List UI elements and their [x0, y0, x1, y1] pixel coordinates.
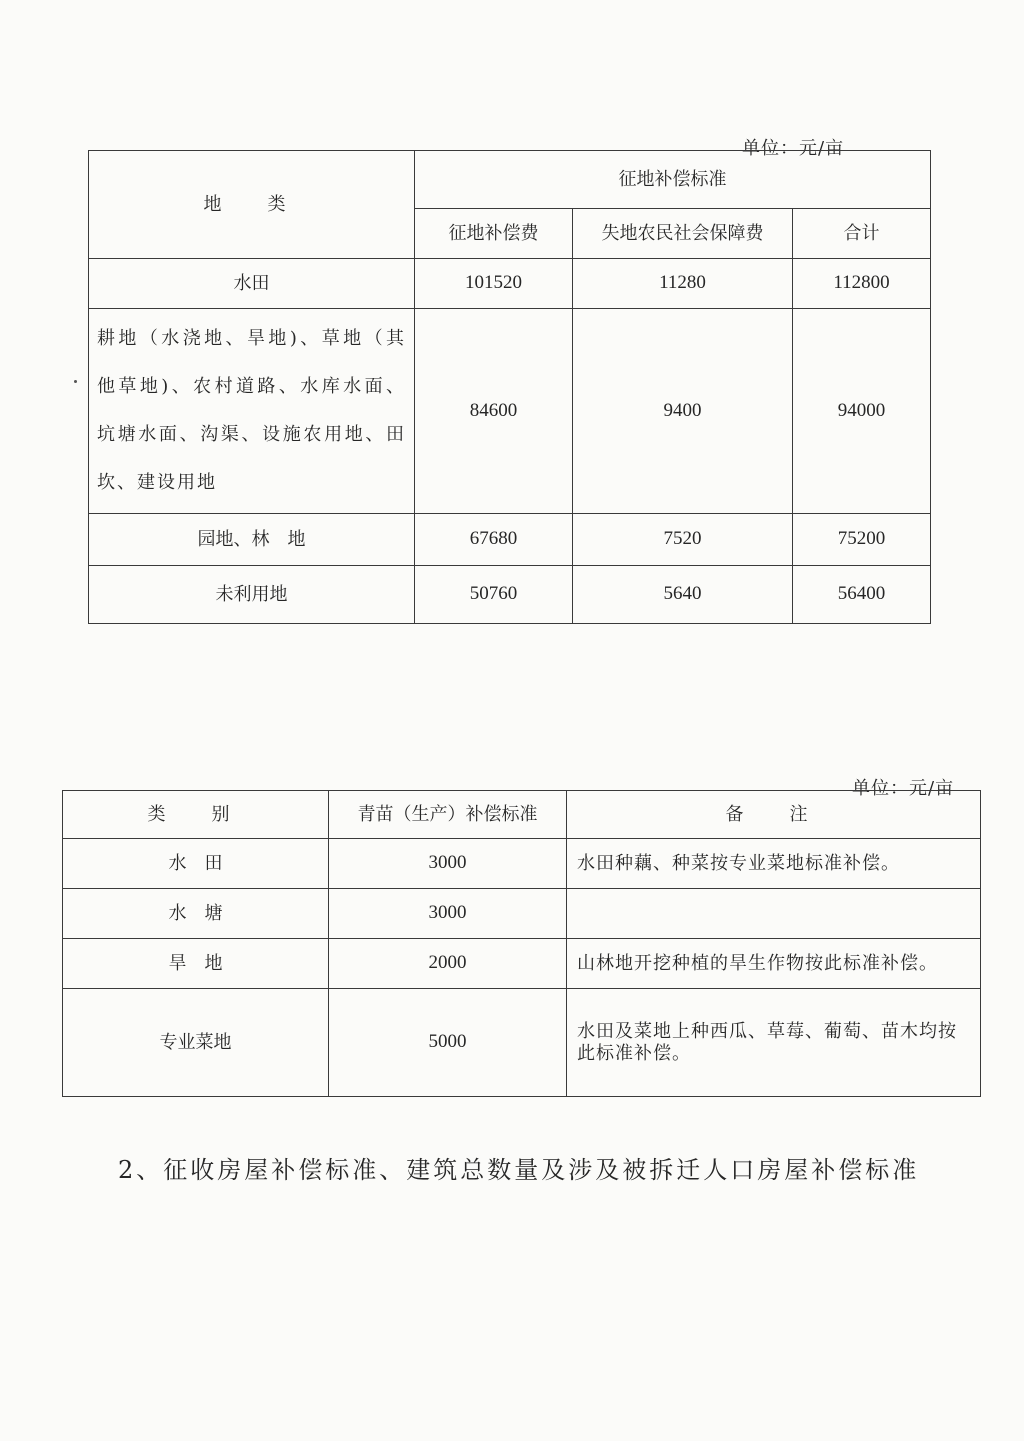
table-row [89, 566, 931, 624]
social-fee-cell: 5640 [573, 566, 793, 624]
land-fee-cell: 101520 [415, 259, 573, 309]
table-row [89, 259, 931, 309]
remark-cell: 水田种藕、种菜按专业菜地标准补偿。 [567, 839, 981, 889]
table-row [63, 839, 981, 889]
category-cell: 专业菜地 [63, 989, 329, 1097]
table-row [89, 514, 931, 566]
standard-cell: 3000 [329, 839, 567, 889]
land-fee-cell: 50760 [415, 566, 573, 624]
header-remark: 备 注 [567, 791, 981, 839]
header-total: 合计 [793, 209, 931, 259]
scan-speck [74, 380, 77, 383]
remark-cell: 水田及菜地上种西瓜、草莓、葡萄、苗木均按此标准补偿。 [567, 989, 981, 1097]
header-social-security: 失地农民社会保障费 [573, 209, 793, 259]
table-row [63, 939, 981, 989]
social-fee-cell: 7520 [573, 514, 793, 566]
land-fee-cell: 84600 [415, 309, 573, 514]
category-cell: 水 田 [63, 839, 329, 889]
land-type-cell: 园地、林 地 [89, 514, 415, 566]
social-fee-cell: 9400 [573, 309, 793, 514]
standard-cell: 3000 [329, 889, 567, 939]
land-type-cell: 未利用地 [89, 566, 415, 624]
social-fee-cell: 11280 [573, 259, 793, 309]
land-compensation-table [88, 150, 931, 624]
total-cell: 112800 [793, 259, 931, 309]
table-row [63, 889, 981, 939]
standard-cell: 2000 [329, 939, 567, 989]
header-category: 类 别 [63, 791, 329, 839]
header-land-fee: 征地补偿费 [415, 209, 573, 259]
header-compensation-group: 征地补偿标准 [415, 151, 931, 209]
table-row [89, 309, 931, 514]
remark-cell: 山林地开挖种植的旱生作物按此标准补偿。 [567, 939, 981, 989]
table1-unit: 单位：元/亩 [742, 138, 845, 159]
land-type-cell: 水田 [89, 259, 415, 309]
category-cell: 旱 地 [63, 939, 329, 989]
header-crop-standard: 青苗（生产）补偿标准 [329, 791, 567, 839]
crop-compensation-table [62, 790, 981, 1097]
land-fee-cell: 67680 [415, 514, 573, 566]
header-land-type: 地 类 [89, 151, 415, 259]
table-row [63, 989, 981, 1097]
land-type-cell: 耕地（水浇地、旱地)、草地（其他草地)、农村道路、水库水面、坑塘水面、沟渠、设施农用地、田坎、建设用地 [97, 328, 406, 493]
standard-cell: 5000 [329, 989, 567, 1097]
remark-cell [567, 889, 981, 939]
category-cell: 水 塘 [63, 889, 329, 939]
total-cell: 56400 [793, 566, 931, 624]
table2-unit: 单位：元/亩 [852, 778, 955, 799]
total-cell: 94000 [793, 309, 931, 514]
section-heading: 2、征收房屋补偿标准、建筑总数量及涉及被拆迁人口房屋补偿标准 [118, 1156, 920, 1184]
total-cell: 75200 [793, 514, 931, 566]
